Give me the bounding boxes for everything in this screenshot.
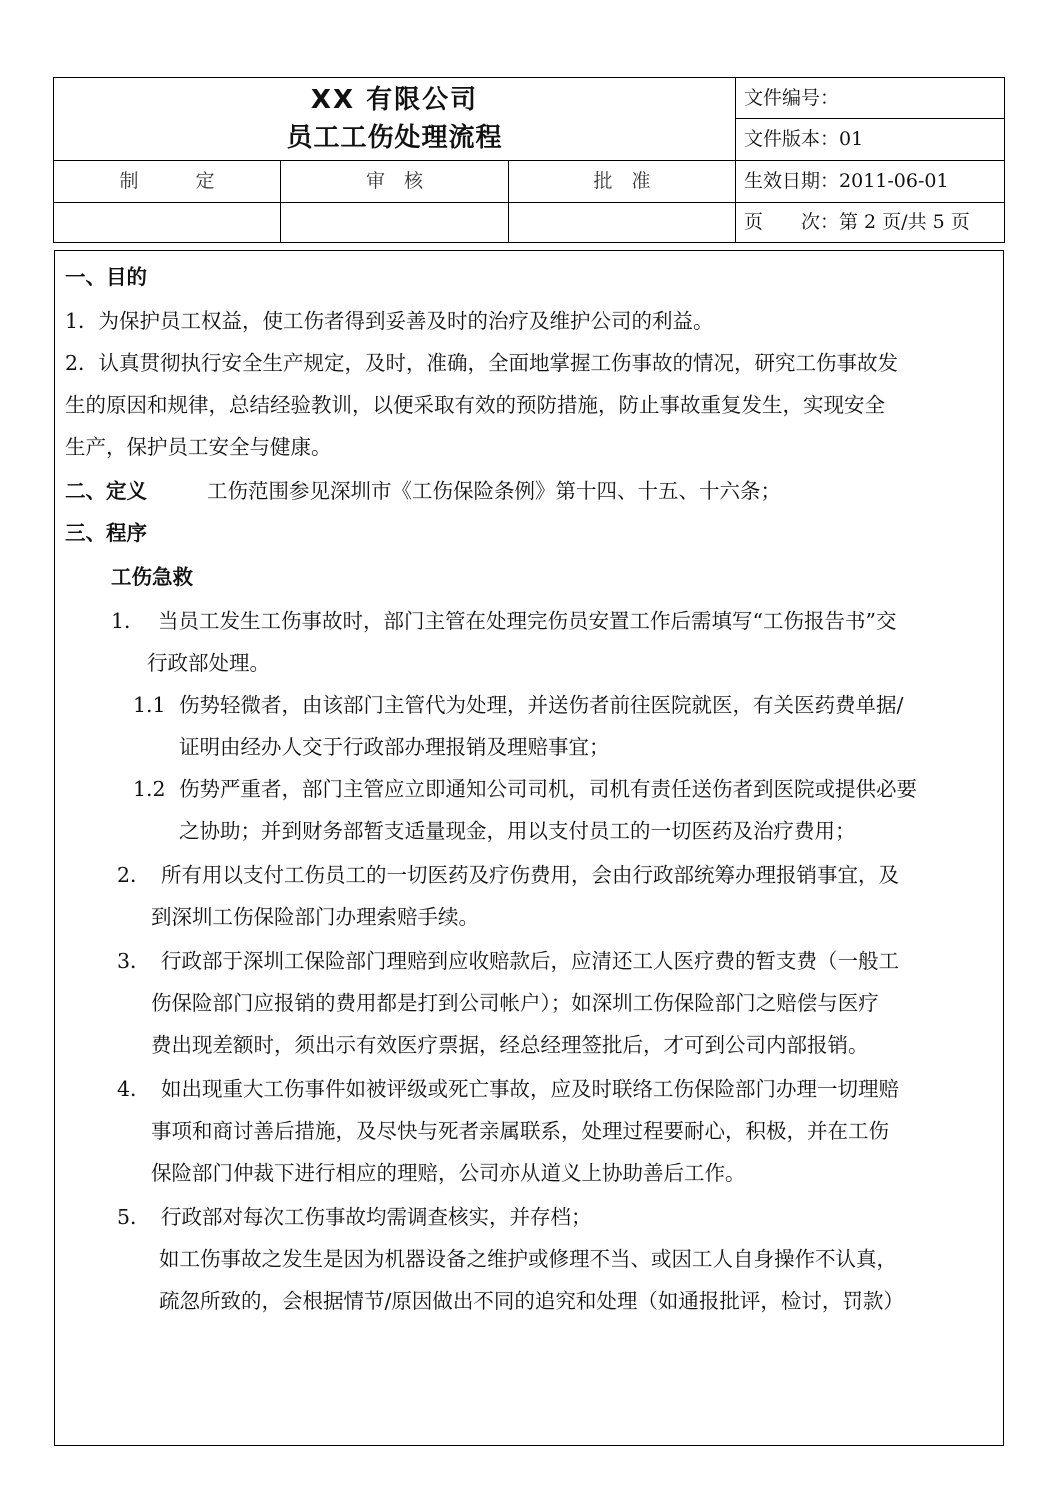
item-5-number: 5．: [117, 1205, 151, 1229]
document-body: [54, 250, 1004, 1446]
title-block: [54, 78, 735, 160]
item-1-1-line-2: 证明由经办人交于行政部办理报销及理赔事宜；: [179, 735, 610, 759]
company-name: XX 有限公司: [310, 85, 479, 115]
item-1-1-number: 1.1: [133, 693, 166, 717]
item-1-line-2: 行政部处理。: [147, 651, 270, 675]
item-4-line-2: 事项和商讨善后措施，及尽快与死者亲属联系，处理过程要耐心，积极，并在工伤: [151, 1119, 889, 1143]
item-4-line-1: 如出现重大工伤事件如被评级或死亡事故，应及时联络工伤保险部门办理一切理赔: [161, 1077, 899, 1101]
sig-review-label: 审 核: [365, 170, 423, 192]
item-1-number: 1．: [111, 609, 145, 633]
item-2-line-1: 所有用以支付工伤员工的一切医药及疗伤费用，会由行政部统筹办理报销事宜，及: [161, 863, 899, 887]
definition-text: 工伤范围参见深圳市《工伤保险条例》第十四、十五、十六条；: [207, 479, 781, 503]
effective-date-label: 生效日期：: [744, 170, 840, 192]
doc-version-value: 01: [839, 128, 864, 150]
page-label: 页 次：: [744, 211, 840, 233]
purpose-item-2-line-2: 生的原因和规律，总结经验教训，以便采取有效的预防措施，防止事故重复发生，实现安全: [65, 393, 885, 417]
doc-number-label: 文件编号：: [744, 87, 840, 109]
item-1-2-line-2: 之协助；并到财务部暂支适量现金，用以支付员工的一切医药及治疗费用；: [179, 819, 856, 843]
item-2-number: 2．: [117, 863, 151, 887]
doc-version-label: 文件版本：: [744, 128, 840, 150]
item-3-line-2: 伤保险部门应报销的费用都是打到公司帐户）；如深圳工伤保险部门之赔偿与医疗: [151, 991, 879, 1015]
section-purpose-heading: 一、目的: [65, 265, 147, 289]
document-title: 员工工伤处理流程: [286, 123, 503, 153]
item-3-number: 3．: [117, 949, 151, 973]
item-5-line-3: 疏忽所致的，会根据情节/原因做出不同的追究和处理（如通报批评，检讨，罚款）: [159, 1289, 904, 1313]
item-4-number: 4．: [117, 1077, 151, 1101]
page-value: 第 2 页/共 5 页: [839, 211, 970, 233]
effective-date-row: [744, 161, 949, 201]
doc-number-row: [744, 78, 839, 118]
effective-date-value: 2011-06-01: [839, 170, 949, 192]
item-3-line-1: 行政部于深圳工保险部门理赔到应收赔款后，应清还工人医疗费的暂支费（一般工: [161, 949, 899, 973]
first-aid-subheading: 工伤急救: [111, 565, 193, 589]
item-5-line-1: 行政部对每次工伤事故均需调查核实，并存档；: [161, 1205, 592, 1229]
purpose-item-2-line-3: 生产，保护员工安全与健康。: [65, 435, 332, 459]
sig-make-label: 制 定: [119, 170, 215, 192]
sig-approve-label: 批 准: [593, 170, 651, 192]
doc-version-row: [744, 119, 863, 159]
item-1-2-number: 1.2: [133, 777, 166, 801]
item-3-line-3: 费出现差额时，须出示有效医疗票据，经总经理签批后，才可到公司内部报销。: [151, 1033, 869, 1057]
item-2-line-2: 到深圳工伤保险部门办理索赔手续。: [151, 905, 479, 929]
purpose-item-1: 1．为保护员工权益，使工伤者得到妥善及时的治疗及维护公司的利益。: [65, 309, 714, 333]
page-count-row: [744, 202, 970, 242]
document-header-table: [53, 77, 1005, 243]
item-1-line-1: 当员工发生工伤事故时，部门主管在处理完伤员安置工作后需填写“工伤报告书”交: [158, 609, 897, 633]
item-1-2-line-1: 伤势严重者，部门主管应立即通知公司司机，司机有责任送伤者到医院或提供必要: [179, 777, 917, 801]
section-definition-heading: 二、定义: [65, 479, 147, 503]
section-procedure-heading: 三、程序: [65, 521, 147, 545]
item-5-line-2: 如工伤事故之发生是因为机器设备之维护或修理不当、或因工人自身操作不认真，: [159, 1247, 897, 1271]
item-1-1-line-1: 伤势轻微者，由该部门主管代为处理，并送伤者前往医院就医，有关医药费单据/: [179, 693, 904, 717]
purpose-item-2-line-1: 2．认真贯彻执行安全生产规定，及时，准确，全面地掌握工伤事故的情况，研究工伤事故发: [65, 351, 899, 375]
item-4-line-3: 保险部门仲裁下进行相应的理赔，公司亦从道义上协助善后工作。: [151, 1161, 746, 1185]
